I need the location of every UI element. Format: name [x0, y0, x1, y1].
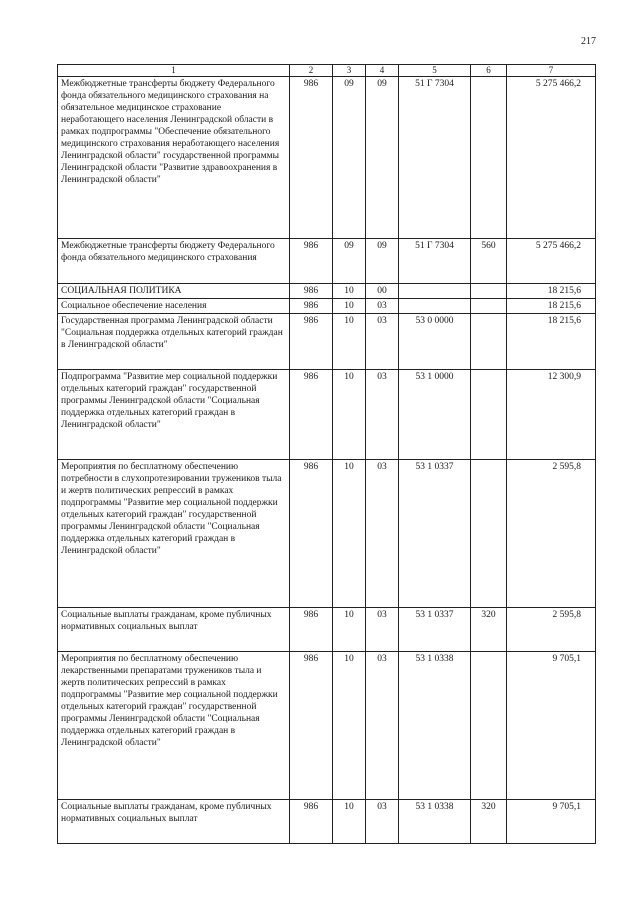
- row-col2: 986: [290, 299, 333, 314]
- row-col5: 53 1 0337: [399, 608, 471, 652]
- row-col6: [471, 284, 507, 299]
- header-cell: 4: [366, 65, 399, 77]
- row-col2: 986: [290, 460, 333, 608]
- row-name: Социальное обеспечение населения: [58, 299, 290, 314]
- row-name: Мероприятия по бесплатному обеспечению лекарственными препаратами тружеников тыла и жертв политических репрессий в рамках подпрограммы "Развитие мер социальной поддержки отдельных категорий граждан" государственной программы Ленинградской области "Социальная поддержка отдельных категорий граждан в Ленинградской области": [58, 652, 290, 800]
- row-col3: 10: [333, 608, 366, 652]
- row-col5: 53 1 0338: [399, 800, 471, 844]
- header-cell: 7: [507, 65, 596, 77]
- table-row: [58, 608, 596, 652]
- row-name: Межбюджетные трансферты бюджету Федерального фонда обязательного медицинского страхования: [58, 239, 290, 284]
- row-name: Межбюджетные трансферты бюджету Федерального фонда обязательного медицинского страхования на обязательное медицинское страхование неработающего населения Ленинградской области в рамках подпрограммы "Обеспечение обязательного медицинского страхования неработающего населения Ленинградской области" государственной программы Ленинградской области "Развитие здравоохранения в Ленинградской области": [58, 77, 290, 239]
- row-col6: [471, 460, 507, 608]
- table-row: [58, 800, 596, 844]
- row-col6: [471, 299, 507, 314]
- row-col3: 10: [333, 652, 366, 800]
- row-col6: [471, 370, 507, 460]
- row-col7: 5 275 466,2: [507, 239, 596, 284]
- row-col3: 10: [333, 284, 366, 299]
- row-col5: 53 1 0338: [399, 652, 471, 800]
- row-col2: 986: [290, 800, 333, 844]
- row-col6: 560: [471, 239, 507, 284]
- row-col6: 320: [471, 800, 507, 844]
- row-col4: 03: [366, 370, 399, 460]
- row-col5: 51 Г 7304: [399, 77, 471, 239]
- row-col7: 18 215,6: [507, 299, 596, 314]
- header-cell: 1: [58, 65, 290, 77]
- row-col7: 9 705,1: [507, 800, 596, 844]
- table-row: [58, 299, 596, 314]
- row-col7: 2 595,8: [507, 608, 596, 652]
- row-col4: 00: [366, 284, 399, 299]
- row-col6: [471, 314, 507, 370]
- row-col2: 986: [290, 284, 333, 299]
- row-col2: 986: [290, 370, 333, 460]
- row-col4: 03: [366, 652, 399, 800]
- table-header-row: [58, 65, 596, 77]
- header-cell: 5: [399, 65, 471, 77]
- row-col7: 5 275 466,2: [507, 77, 596, 239]
- table-row: [58, 77, 596, 239]
- row-col3: 09: [333, 77, 366, 239]
- row-col4: 03: [366, 299, 399, 314]
- row-col5: 51 Г 7304: [399, 239, 471, 284]
- row-name: Мероприятия по бесплатному обеспечению потребности в слухопротезировании тружеников тыла и жертв политических репрессий в рамках подпрограммы "Развитие мер социальной поддержки отдельных категорий граждан" государственной программы Ленинградской области "Социальная поддержка отдельных категорий граждан в Ленинградской области": [58, 460, 290, 608]
- row-name: Социальные выплаты гражданам, кроме публичных нормативных социальных выплат: [58, 608, 290, 652]
- row-col6: [471, 652, 507, 800]
- row-col4: 03: [366, 314, 399, 370]
- header-cell: 3: [333, 65, 366, 77]
- table-row: [58, 460, 596, 608]
- row-col4: 03: [366, 460, 399, 608]
- row-col5: 53 1 0337: [399, 460, 471, 608]
- row-col7: 18 215,6: [507, 314, 596, 370]
- row-col6: 320: [471, 608, 507, 652]
- row-col2: 986: [290, 239, 333, 284]
- row-col4: 09: [366, 77, 399, 239]
- header-cell: 6: [471, 65, 507, 77]
- row-col3: 10: [333, 370, 366, 460]
- table-row: [58, 239, 596, 284]
- table-row: [58, 314, 596, 370]
- row-name: Государственная программа Ленинградской области "Социальная поддержка отдельных категорий граждан в Ленинградской области": [58, 314, 290, 370]
- table-row: [58, 652, 596, 800]
- row-col3: 10: [333, 800, 366, 844]
- row-col2: 986: [290, 608, 333, 652]
- row-col5: 53 0 0000: [399, 314, 471, 370]
- row-col2: 986: [290, 652, 333, 800]
- row-col5: [399, 284, 471, 299]
- row-col7: 2 595,8: [507, 460, 596, 608]
- row-col2: 986: [290, 77, 333, 239]
- row-col4: 03: [366, 608, 399, 652]
- row-col3: 10: [333, 299, 366, 314]
- row-name: Подпрограмма "Развитие мер социальной поддержки отдельных категорий граждан" государственной программы Ленинградской области "Социальная поддержка отдельных категорий граждан в Ленинградской области": [58, 370, 290, 460]
- row-col7: 12 300,9: [507, 370, 596, 460]
- header-cell: 2: [290, 65, 333, 77]
- table-row: [58, 370, 596, 460]
- page-number: 217: [581, 36, 596, 47]
- budget-table: [57, 64, 596, 844]
- row-col4: 09: [366, 239, 399, 284]
- row-col3: 10: [333, 460, 366, 608]
- row-name: СОЦИАЛЬНАЯ ПОЛИТИКА: [58, 284, 290, 299]
- row-col3: 10: [333, 314, 366, 370]
- row-col7: 9 705,1: [507, 652, 596, 800]
- row-col5: 53 1 0000: [399, 370, 471, 460]
- table-row: [58, 284, 596, 299]
- row-col5: [399, 299, 471, 314]
- row-col6: [471, 77, 507, 239]
- row-name: Социальные выплаты гражданам, кроме публичных нормативных социальных выплат: [58, 800, 290, 844]
- row-col4: 03: [366, 800, 399, 844]
- row-col2: 986: [290, 314, 333, 370]
- row-col3: 09: [333, 239, 366, 284]
- row-col7: 18 215,6: [507, 284, 596, 299]
